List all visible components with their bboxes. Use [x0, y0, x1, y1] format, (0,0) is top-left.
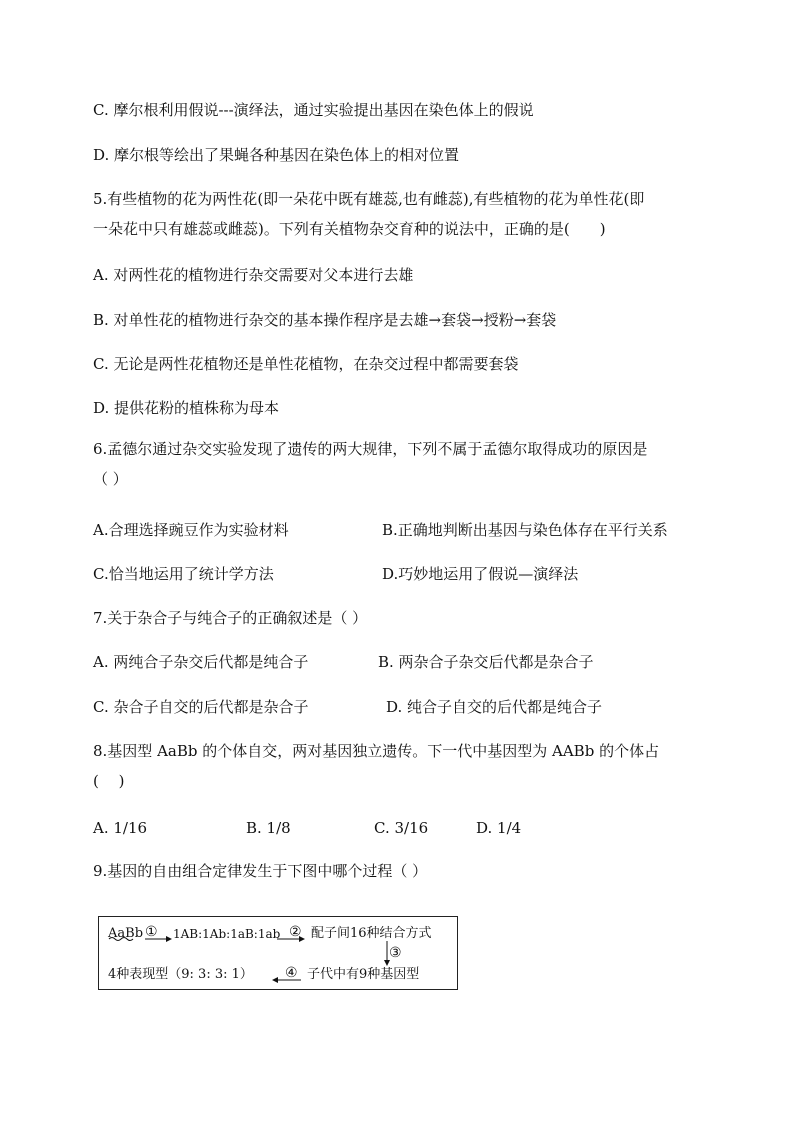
q7-stem: 7.关于杂合子与纯合子的正确叙述是（ ）	[93, 609, 368, 627]
q8-stem-line2: ( )	[93, 772, 125, 790]
step1-marker: ①	[145, 924, 158, 940]
q9-stem: 9.基因的自由组合定律发生于下图中哪个过程（ ）	[93, 862, 428, 880]
gamete-combinations: 配子间16种结合方式	[311, 926, 432, 941]
gametes-ratio: 1AB:1Ab:1aB:1ab	[173, 927, 281, 941]
q4-option-d: D. 摩尔根等绘出了果蝇各种基因在染色体上的相对位置	[93, 146, 460, 164]
q4-option-c: C. 摩尔根利用假说---演绎法，通过实验提出基因在染色体上的假说	[93, 101, 534, 119]
q7-option-c: C. 杂合子自交的后代都是杂合子	[93, 698, 309, 716]
q8-option-d: D. 1/4	[476, 819, 522, 837]
step2-marker: ②	[289, 924, 302, 940]
q5-option-c: C. 无论是两性花植物还是单性花植物，在杂交过程中都需要套袋	[93, 355, 519, 373]
q6-option-a: A.合理选择豌豆作为实验材料	[93, 521, 289, 539]
q6-stem-line2: （ ）	[93, 470, 128, 488]
q6-option-d: D.巧妙地运用了假说—演绎法	[382, 565, 579, 583]
q8-stem-line1: 8.基因型 AaBb 的个体自交，两对基因独立遗传。下一代中基因型为 AABb 的个体占	[93, 742, 660, 760]
q5-stem-line1: 5.有些植物的花为两性花(即一朵花中既有雄蕊,也有雌蕊),有些植物的花为单性花(即	[93, 190, 645, 208]
q5-stem-line2: 一朵花中只有雄蕊或雌蕊)。下列有关植物杂交育种的说法中，正确的是( )	[93, 220, 606, 238]
q8-option-a: A. 1/16	[93, 819, 148, 837]
free-combination-diagram	[98, 916, 458, 990]
q6-stem-line1: 6.孟德尔通过杂交实验发现了遗传的两大规律，下列不属于孟德尔取得成功的原因是	[93, 440, 648, 458]
q8-option-c: C. 3/16	[374, 819, 429, 837]
step3-marker: ③	[389, 945, 402, 961]
step4-marker: ④	[285, 965, 298, 981]
q6-option-c: C.恰当地运用了统计学方法	[93, 565, 274, 583]
offspring-genotypes: 子代中有9种基因型	[307, 967, 420, 982]
q5-option-d: D. 提供花粉的植株称为母本	[93, 399, 280, 417]
q5-option-a: A. 对两性花的植物进行杂交需要对父本进行去雄	[93, 266, 414, 284]
q7-option-d: D. 纯合子自交的后代都是纯合子	[386, 698, 603, 716]
q8-option-b: B. 1/8	[246, 819, 291, 837]
genotype-label: AaBb	[108, 926, 144, 941]
phenotype-ratio: 4种表现型（9: 3: 3: 1）	[108, 967, 253, 982]
q7-option-a: A. 两纯合子杂交后代都是纯合子	[93, 653, 309, 671]
q6-option-b: B.正确地判断出基因与染色体存在平行关系	[382, 521, 668, 539]
q5-option-b: B. 对单性花的植物进行杂交的基本操作程序是去雄→套袋→授粉→套袋	[93, 311, 557, 329]
q7-option-b: B. 两杂合子杂交后代都是杂合子	[378, 653, 594, 671]
